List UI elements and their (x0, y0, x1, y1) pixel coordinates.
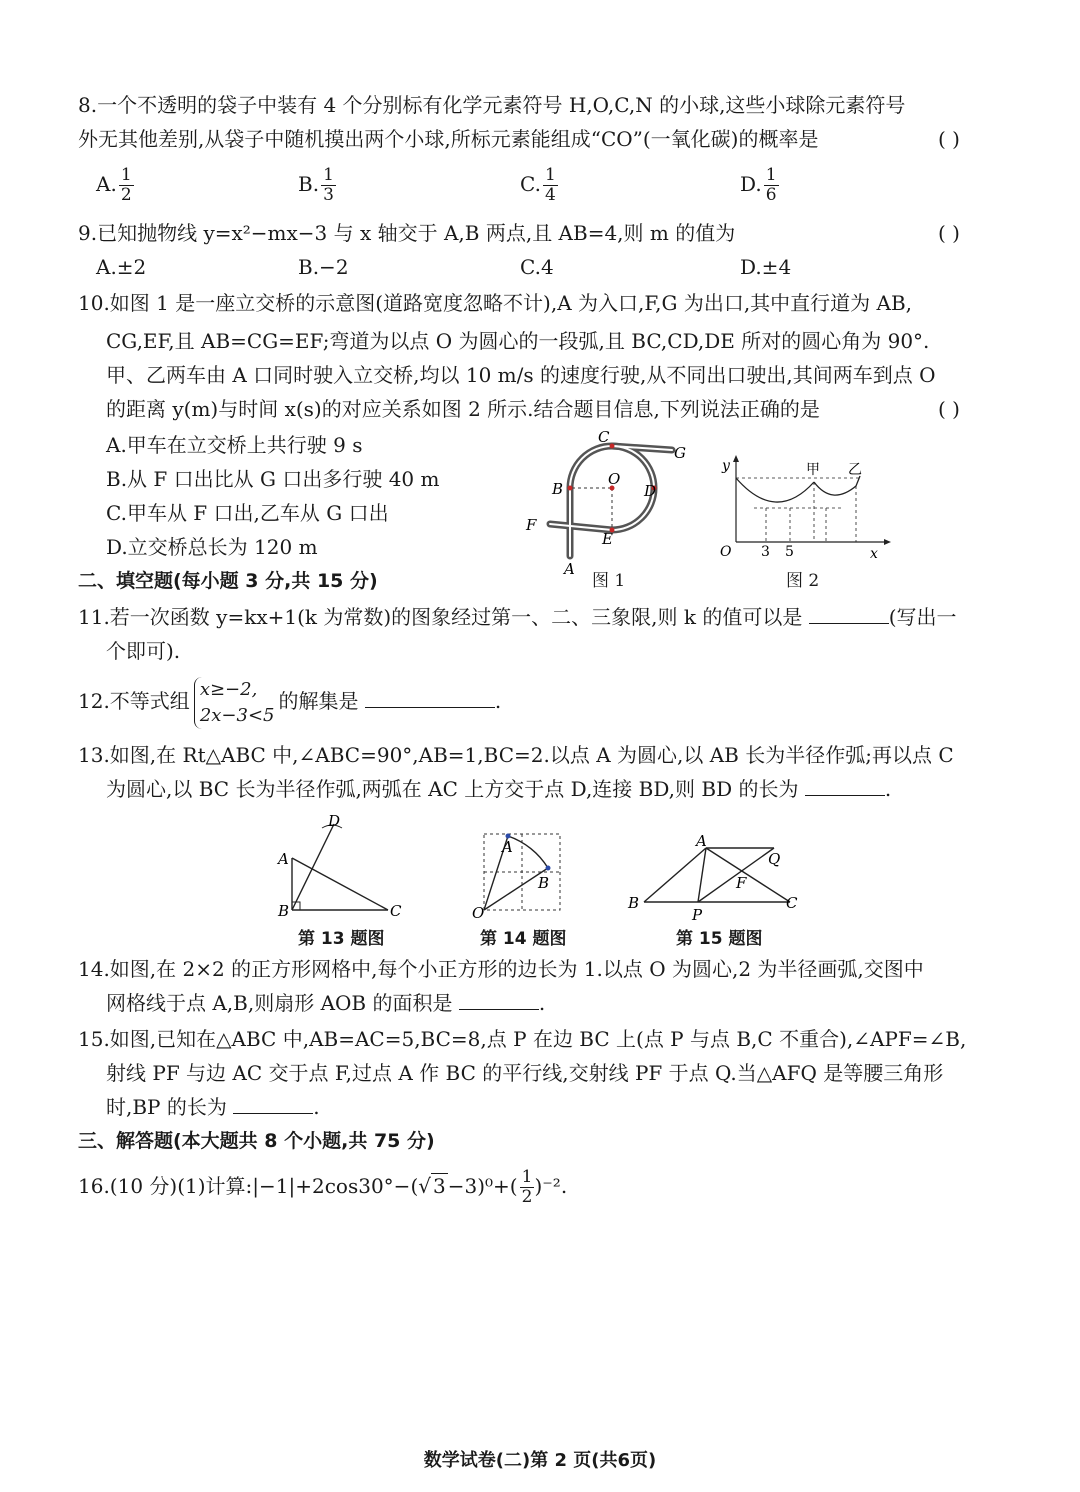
q9-answer-paren: ( ) (938, 221, 960, 245)
label-q: Q (768, 850, 781, 868)
q9-option-d: D.±4 (740, 255, 792, 279)
q10-option-d: D.立交桥总长为 120 m (106, 535, 318, 559)
label-c: C (598, 428, 610, 446)
q15-answer-blank[interactable] (233, 1093, 313, 1114)
sqrt-symbol: √ 3 (418, 1174, 446, 1198)
label-b: B (628, 894, 640, 912)
label-d: D (328, 812, 341, 830)
q8-line1: 8.一个不透明的袋子中装有 4 个分别标有化学元素符号 H,O,C,N 的小球,这些小球除元素符号 (78, 93, 906, 117)
figure-q14-grid (468, 826, 568, 924)
q12-answer-blank[interactable] (365, 687, 495, 708)
q14-line1: 14.如图,在 2×2 的正方形网格中,每个小正方形的边长为 1.以点 O 为圆心,2 为半径画弧,交图中 (78, 957, 924, 981)
label-a: A (278, 850, 289, 868)
label-c: C (786, 894, 798, 912)
q10-option-c: C.甲车从 F 口出,乙车从 G 口出 (106, 501, 389, 525)
q8-option-a: A. $\frac{1}{2}$ (96, 165, 132, 205)
label-b: B (538, 874, 550, 892)
q8-option-d: D. $\frac{1}{6}$ (740, 165, 777, 205)
segment-ap (698, 848, 706, 902)
q14-answer-blank[interactable] (459, 989, 539, 1010)
tick-5: 5 (785, 544, 794, 560)
q12-line: 12.不等式组 x≥−2, 2x−3<5 的解集是 . (78, 672, 501, 730)
q13-answer-blank[interactable] (805, 775, 885, 796)
q10-line1: 10.如图 1 是一座立交桥的示意图(道路宽度忽略不计),A 为入口,F,G 为出口,其中直行道为 AB, (78, 291, 913, 315)
arc-ab (508, 836, 548, 868)
fig13-caption: 第 13 题图 (298, 929, 385, 949)
figure-q13-triangle (272, 812, 412, 924)
q9-option-b: B.−2 (298, 255, 349, 279)
fig1-caption: 图 1 (592, 571, 626, 591)
label-b: B (552, 480, 564, 498)
q11-line1: 11.若一次函数 y=kx+1(k 为常数)的图象经过第一、二、三象限,则 k 的值可以是 (写出一 (78, 605, 957, 629)
section2-title: 二、填空题(每小题 3 分,共 15 分) (78, 570, 378, 592)
label-o: O (608, 470, 621, 488)
label-a: A (502, 838, 513, 856)
label-e: E (602, 530, 613, 548)
label-f: F (526, 516, 537, 534)
q10-figure1-interchange (520, 428, 700, 586)
curve-jia (736, 478, 814, 502)
q13-line1: 13.如图,在 Rt△ABC 中,∠ABC=90°,AB=1,BC=2.以点 A 为圆心,以 AB 长为半径作弧;再以点 C (78, 743, 954, 767)
q16-line: 16.(10 分)(1)计算:|−1|+2cos30°−(√ 3 −3)⁰+( $\frac{1}{2}$ )⁻². (78, 1167, 568, 1207)
label-yi: 乙 (848, 462, 862, 478)
segment-bd (292, 824, 334, 910)
label-x-axis: x (870, 546, 878, 560)
q10-figure2-graph (714, 454, 892, 560)
curve-yi (814, 476, 860, 495)
q12-inequality-system: x≥−2, 2x−3<5 (194, 677, 275, 729)
label-c: C (390, 902, 402, 920)
q15-line1: 15.如图,已知在△ABC 中,AB=AC=5,BC=8,点 P 在边 BC 上(点 P 与点 B,C 不重合),∠APF=∠B, (78, 1027, 967, 1051)
label-origin: O (720, 544, 732, 560)
label-a: A (696, 832, 707, 850)
q8-option-c: C. $\frac{1}{4}$ (520, 165, 556, 205)
q10-option-b: B.从 F 口出比从 G 口出多行驶 40 m (106, 467, 440, 491)
q10-line3: 甲、乙两车由 A 口同时驶入立交桥,均以 10 m/s 的速度行驶,从不同出口驶出,其间两车到点 O (106, 363, 936, 387)
label-y-axis: y (722, 458, 730, 474)
label-p: P (692, 906, 703, 922)
tick-3: 3 (761, 544, 770, 560)
side-ac (292, 858, 388, 910)
q9-stem: 9.已知抛物线 y=x²−mx−3 与 x 轴交于 A,B 两点,且 AB=4,则 m 的值为 (78, 221, 736, 245)
q14-line2: 网格线于点 A,B,则扇形 AOB 的面积是 . (106, 991, 546, 1015)
q15-line2: 射线 PF 与边 AC 交于点 F,过点 A 作 BC 的平行线,交射线 PF 于点 Q.当△AFQ 是等腰三角形 (106, 1061, 944, 1085)
q10-line2: CG,EF,且 AB=CG=EF;弯道为以点 O 为圆心的一段弧,且 BC,CD,DE 所对的圆心角为 90°. (106, 329, 930, 353)
q10-option-a: A.甲车在立交桥上共行驶 9 s (106, 433, 363, 457)
point-b (568, 486, 573, 491)
point-c (610, 444, 615, 449)
q8-option-b: B. $\frac{1}{3}$ (298, 165, 334, 205)
q9-option-a: A.±2 (96, 255, 147, 279)
q11-line2: 个即可). (106, 639, 181, 663)
q8-answer-paren: ( ) (938, 127, 960, 151)
q13-line2: 为圆心,以 BC 长为半径作弧,两弧在 AC 上方交于点 D,连接 BD,则 BD 的长为 . (106, 777, 892, 801)
figure-q15-triangle (624, 832, 804, 922)
fig2-caption: 图 2 (786, 571, 820, 591)
q10-answer-paren: ( ) (938, 397, 960, 421)
page-footer: 数学试卷(二)第 2 页(共6页) (423, 1450, 657, 1471)
label-jia: 甲 (806, 462, 820, 478)
q10-line4: 的距离 y(m)与时间 x(s)的对应关系如图 2 所示.结合题目信息,下列说法正确的是 (106, 397, 820, 421)
label-f: F (736, 874, 747, 892)
label-d: D (644, 482, 657, 500)
label-a: A (564, 560, 575, 578)
fig14-caption: 第 14 题图 (480, 929, 567, 949)
q8-line2: 外无其他差别,从袋子中随机摸出两个小球,所标元素能组成“CO”(一氧化碳)的概率是 (78, 127, 819, 151)
side-ab (644, 848, 706, 902)
label-b: B (278, 902, 290, 920)
q9-option-c: C.4 (520, 255, 554, 279)
q15-line3: 时,BP 的长为 . (106, 1095, 320, 1119)
label-g: G (674, 444, 686, 462)
fig15-caption: 第 15 题图 (676, 929, 763, 949)
q11-answer-blank[interactable] (809, 603, 889, 624)
label-o: O (472, 904, 485, 922)
section3-title: 三、解答题(本大题共 8 个小题,共 75 分) (78, 1130, 435, 1152)
